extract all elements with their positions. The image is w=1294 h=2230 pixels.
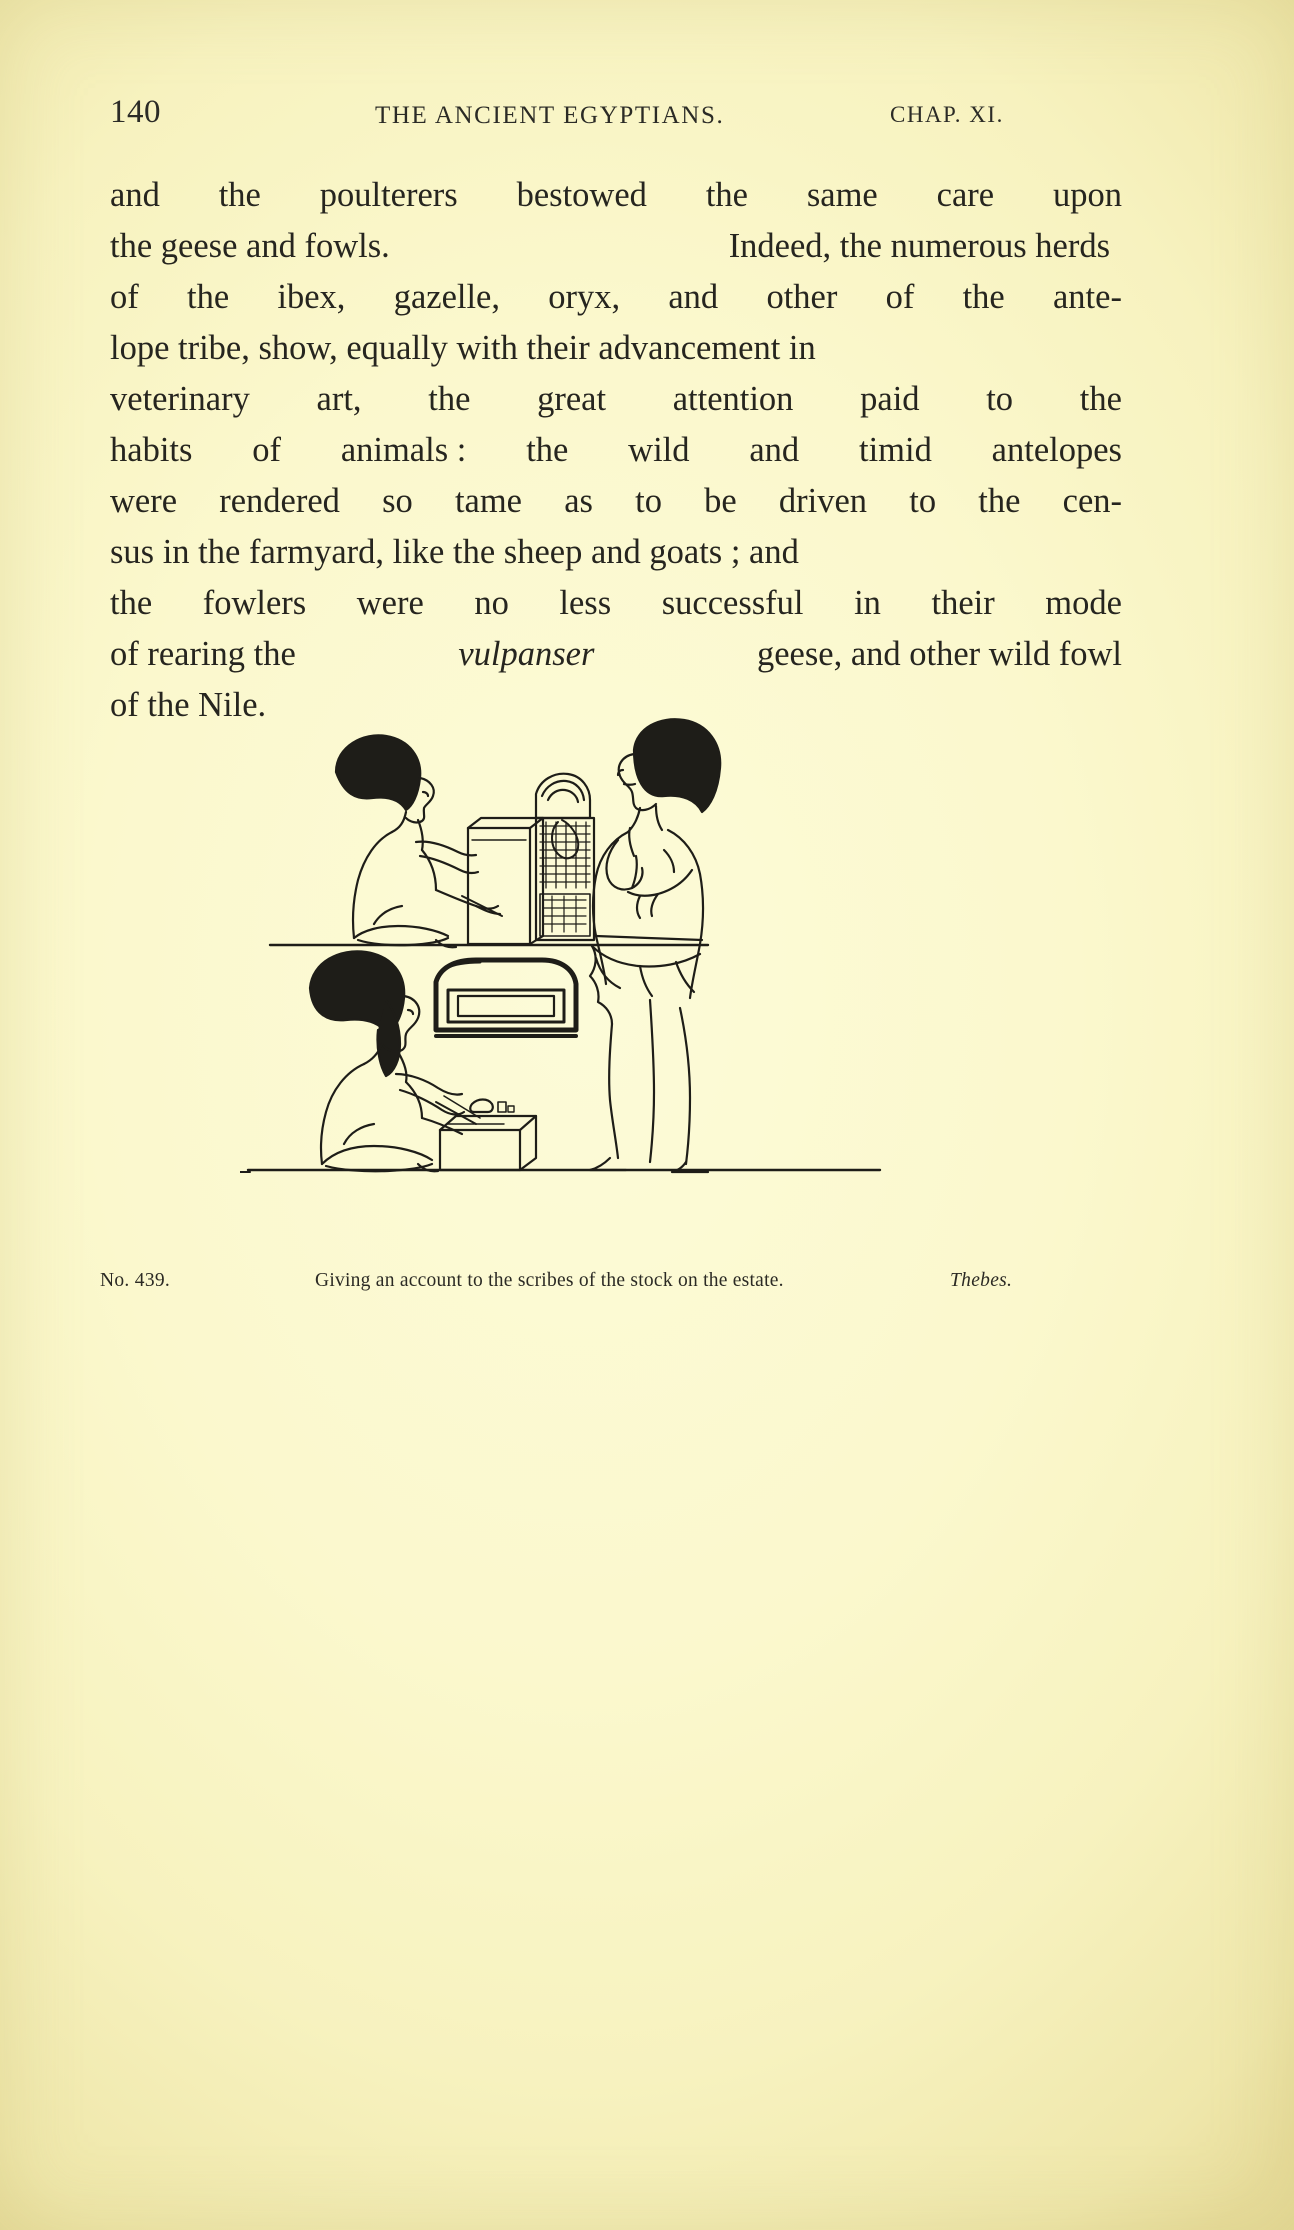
word: their — [931, 584, 995, 622]
word: cen- — [1062, 482, 1122, 520]
word: be — [704, 482, 737, 520]
word: Indeed, the numerous herds — [728, 227, 1110, 265]
word: successful — [661, 584, 804, 622]
text-line — [110, 374, 1130, 425]
body-text — [110, 170, 1130, 731]
word: and — [110, 176, 160, 214]
word: the — [526, 431, 569, 469]
running-head — [110, 94, 1160, 136]
word: upon — [1052, 176, 1122, 214]
caption-text: Giving an account to the scribes of the stock on the estate. — [315, 1270, 784, 1291]
word: sus in the farmyard, like the sheep and goats ; and — [110, 533, 799, 571]
word: to — [986, 380, 1014, 418]
word: ibex, — [277, 278, 346, 316]
text-line — [110, 425, 1130, 476]
word: of — [252, 431, 281, 469]
word: care — [936, 176, 995, 214]
word: of rearing the — [110, 635, 296, 673]
page-content — [100, 0, 1190, 2230]
figure-illustration — [240, 700, 1040, 1260]
text-line — [110, 629, 1130, 680]
chapter-label: CHAP. XI. — [890, 102, 1004, 127]
word: veterinary — [110, 380, 250, 418]
word: the — [962, 278, 1005, 316]
word: animals : — [340, 431, 467, 469]
text-line — [110, 170, 1130, 221]
word: the — [187, 278, 230, 316]
word: and — [749, 431, 800, 469]
word: the — [705, 176, 748, 214]
word: the — [218, 176, 261, 214]
word: the — [1079, 380, 1122, 418]
word: antelopes — [991, 431, 1122, 469]
word: the — [978, 482, 1021, 520]
word: to — [909, 482, 937, 520]
word: of the Nile. — [110, 686, 267, 724]
text-line — [110, 221, 1130, 272]
word: great — [537, 380, 607, 418]
word: bestowed — [516, 176, 647, 214]
figure-caption — [100, 1270, 1150, 1300]
word: were — [110, 482, 178, 520]
word: mode — [1045, 584, 1122, 622]
italic-term: vulpanser — [458, 635, 595, 673]
text-line — [110, 272, 1130, 323]
word: timid — [859, 431, 932, 469]
page-number: 140 — [110, 94, 161, 130]
word: so — [382, 482, 413, 520]
text-line — [110, 323, 1130, 374]
word: the — [428, 380, 471, 418]
word: were — [356, 584, 424, 622]
word: habits — [110, 431, 193, 469]
word: oryx, — [548, 278, 621, 316]
word: of — [885, 278, 915, 316]
word: art, — [316, 380, 362, 418]
word: less — [559, 584, 612, 622]
caption-number: No. 439. — [100, 1270, 171, 1291]
word: paid — [860, 380, 920, 418]
word: the — [110, 584, 153, 622]
word: and — [668, 278, 719, 316]
text-line — [110, 527, 1130, 578]
word: tame — [454, 482, 522, 520]
word: rendered — [219, 482, 340, 520]
word: to — [635, 482, 662, 520]
word: in — [854, 584, 881, 622]
text-line — [110, 578, 1130, 629]
word: driven — [778, 482, 868, 520]
text-line — [110, 476, 1130, 527]
word: of — [110, 278, 139, 316]
caption-place: Thebes. — [950, 1270, 1013, 1291]
word: lope tribe, show, equally with their advancement in — [110, 329, 816, 367]
word: gazelle, — [393, 278, 500, 316]
running-title: THE ANCIENT EGYPTIANS. — [375, 102, 725, 129]
word: ante- — [1052, 278, 1122, 316]
word: geese, and other wild fowl — [756, 635, 1122, 673]
word: poulterers — [319, 176, 458, 214]
word: attention — [672, 380, 794, 418]
word: no — [474, 584, 509, 622]
word: same — [806, 176, 878, 214]
word: other — [766, 278, 838, 316]
word: the geese and fowls. — [110, 227, 390, 265]
word: wild — [628, 431, 690, 469]
word: as — [564, 482, 593, 520]
word: fowlers — [202, 584, 307, 622]
